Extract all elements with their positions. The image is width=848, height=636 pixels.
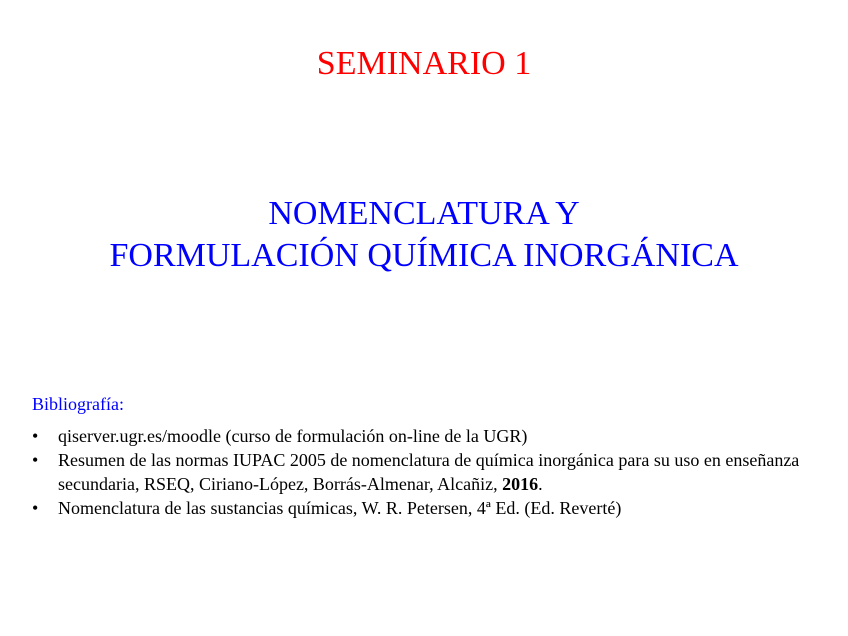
bibliography-list xyxy=(32,424,822,520)
bullet-icon: • xyxy=(32,498,39,518)
bullet-icon: • xyxy=(32,450,39,470)
main-title-line-2: FORMULACIÓN QUÍMICA INORGÁNICA xyxy=(109,237,739,274)
bibliography-item-text: Nomenclatura de las sustancias químicas, W. R. Petersen, 4ª Ed. (Ed. Reverté) xyxy=(58,498,622,518)
bullet-icon: • xyxy=(32,426,39,446)
bibliography-heading: Bibliografía: xyxy=(32,394,124,414)
bibliography-item-moodle xyxy=(32,424,822,448)
seminar-title: SEMINARIO 1 xyxy=(316,45,532,82)
bibliography-item-iupac xyxy=(32,448,822,496)
bibliography-item-year: 2016 xyxy=(502,474,539,494)
bibliography-item-text: Resumen de las normas IUPAC 2005 de nomenclatura de química inorgánica para su uso en enseñanza secundaria, RSEQ, Ciriano-López, Borrás-Almenar, Alcañiz, xyxy=(58,450,800,494)
main-title-line-1: NOMENCLATURA Y xyxy=(268,195,580,232)
bibliography-item-text: qiserver.ugr.es/moodle (curso de formulación on-line de la UGR) xyxy=(58,426,528,446)
bibliography-item-suffix: . xyxy=(538,474,543,494)
main-title xyxy=(0,193,848,277)
bibliography-item-petersen xyxy=(32,496,822,520)
